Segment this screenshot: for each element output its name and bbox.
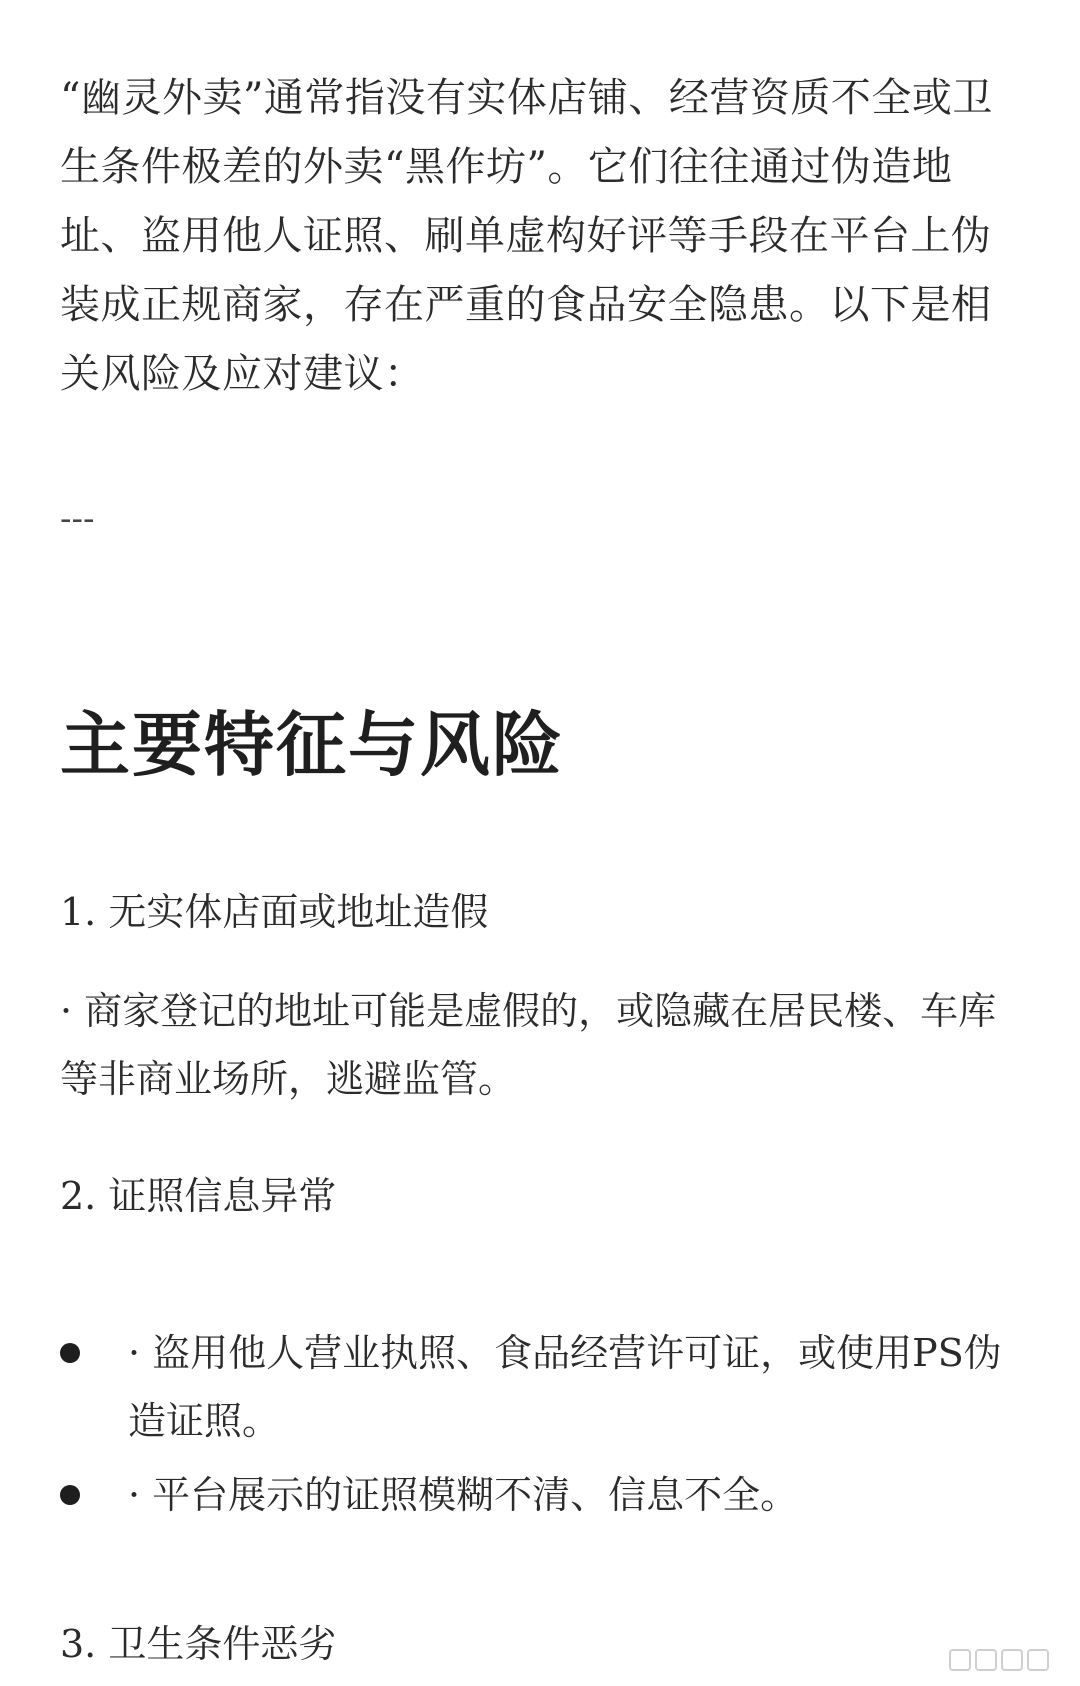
- item-heading-1: 1. 无实体店面或地址造假: [60, 890, 489, 934]
- watermark-logo-icon: [944, 1642, 1064, 1678]
- list-item-text: · 盗用他人营业执照、食品经营许可证，或使用PS伪造证照。: [128, 1331, 1002, 1443]
- article-body: [60, 0, 1020, 1669]
- item-paragraph-1: · 商家登记的地址可能是虚假的，或隐藏在居民楼、车库等非商业场所，逃避监管。: [60, 989, 997, 1101]
- list-item: [60, 1461, 1020, 1529]
- list-item: [60, 1319, 1020, 1455]
- list-item-text: · 平台展示的证照模糊不清、信息不全。: [128, 1473, 799, 1517]
- section-title: 主要特征与风险: [60, 703, 564, 786]
- item-heading-2: 2. 证照信息异常: [60, 1174, 337, 1218]
- text-divider: ---: [60, 499, 95, 539]
- bullet-list: [60, 1319, 1020, 1529]
- intro-paragraph: “幽灵外卖”通常指没有实体店铺、经营资质不全或卫生条件极差的外卖“黑作坊”。它们往往通过伪造地址、盗用他人证照、刷单虚构好评等手段在平台上伪装成正规商家，存在严重的食品安全隐患。以下是相关风险及应对建议：: [60, 75, 993, 397]
- bullet-dot-icon: [60, 1343, 80, 1363]
- item-heading-3: 3. 卫生条件恶劣: [60, 1622, 337, 1666]
- bullet-dot-icon: [60, 1485, 80, 1505]
